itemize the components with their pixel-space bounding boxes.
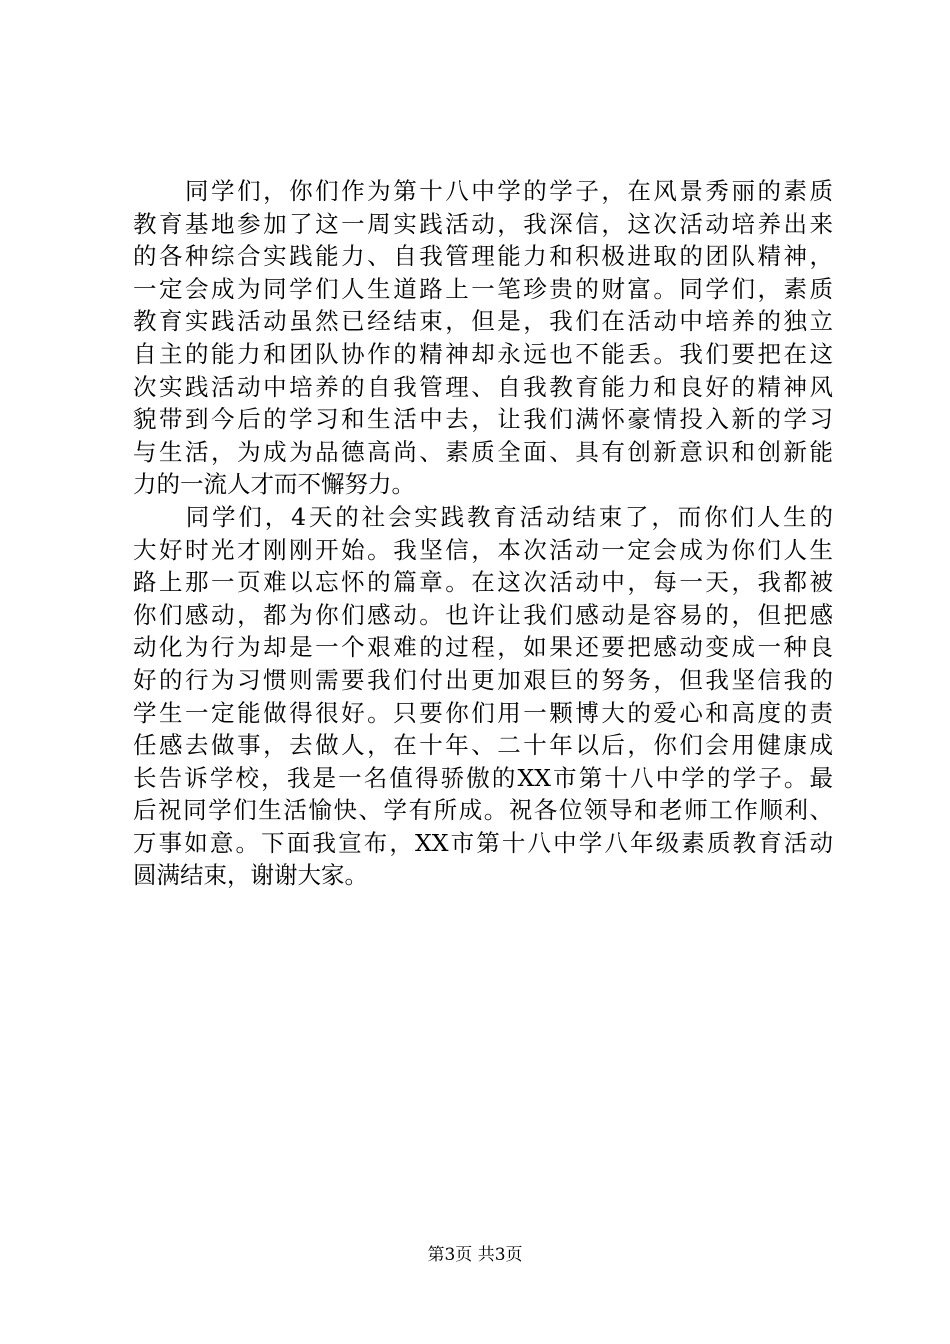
text-line: 任感去做事，去做人，在十年、二十年以后，你们会用健康成 [133,731,833,760]
text-line: 自主的能力和团队协作的精神却永远也不能丢。我们要把在这 [133,339,833,368]
text-line: 力的一流人才而不懈努力。 [133,470,415,499]
text-line: 好的行为习惯则需要我们付出更加艰巨的努务，但我坚信我的 [133,665,833,694]
text-line: 动化为行为却是一个艰难的过程，如果还要把感动变成一种良 [133,633,833,662]
text-line: 万事如意。下面我宣布，XX市第十八中学八年级素质教育活动 [133,828,833,857]
text-line: 的各种综合实践能力、自我管理能力和积极进取的团队精神， [133,242,833,271]
text-line: 与生活，为成为品德高尚、素质全面、具有创新意识和创新能 [133,437,833,466]
text-line: 教育实践活动虽然已经结束，但是，我们在活动中培养的独立 [133,307,833,336]
text-line: 圆满结束，谢谢大家。 [133,861,368,890]
text-line: 次实践活动中培养的自我管理、自我教育能力和良好的精神风 [133,372,833,401]
text-line: 学生一定能做得很好。只要你们用一颗博大的爱心和高度的责 [133,698,833,727]
text-line: 后祝同学们生活愉快、学有所成。祝各位领导和老师工作顺利、 [133,796,833,825]
text-line: 貌带到今后的学习和生活中去，让我们满怀豪情投入新的学习 [133,405,833,434]
text-line: 大好时光才刚刚开始。我坚信，本次活动一定会成为你们人生 [133,535,833,564]
text-line: 同学们，你们作为第十八中学的学子，在风景秀丽的素质 [133,177,833,205]
text-line: 同学们，4天的社会实践教育活动结束了，而你们人生的 [133,502,833,531]
text-line: 路上那一页难以忘怀的篇章。在这次活动中，每一天，我都被 [133,568,833,597]
text-line: 一定会成为同学们人生道路上一笔珍贵的财富。同学们，素质 [133,274,833,303]
page-footer: 第3页 共3页 [427,1245,523,1265]
text-line: 长告诉学校，我是一名值得骄傲的XX市第十八中学的学子。最 [133,763,833,792]
text-line: 教育基地参加了这一周实践活动，我深信，这次活动培养出来 [133,209,833,238]
text-line: 你们感动，都为你们感动。也许让我们感动是容易的，但把感 [133,600,833,629]
document-body [133,175,833,892]
